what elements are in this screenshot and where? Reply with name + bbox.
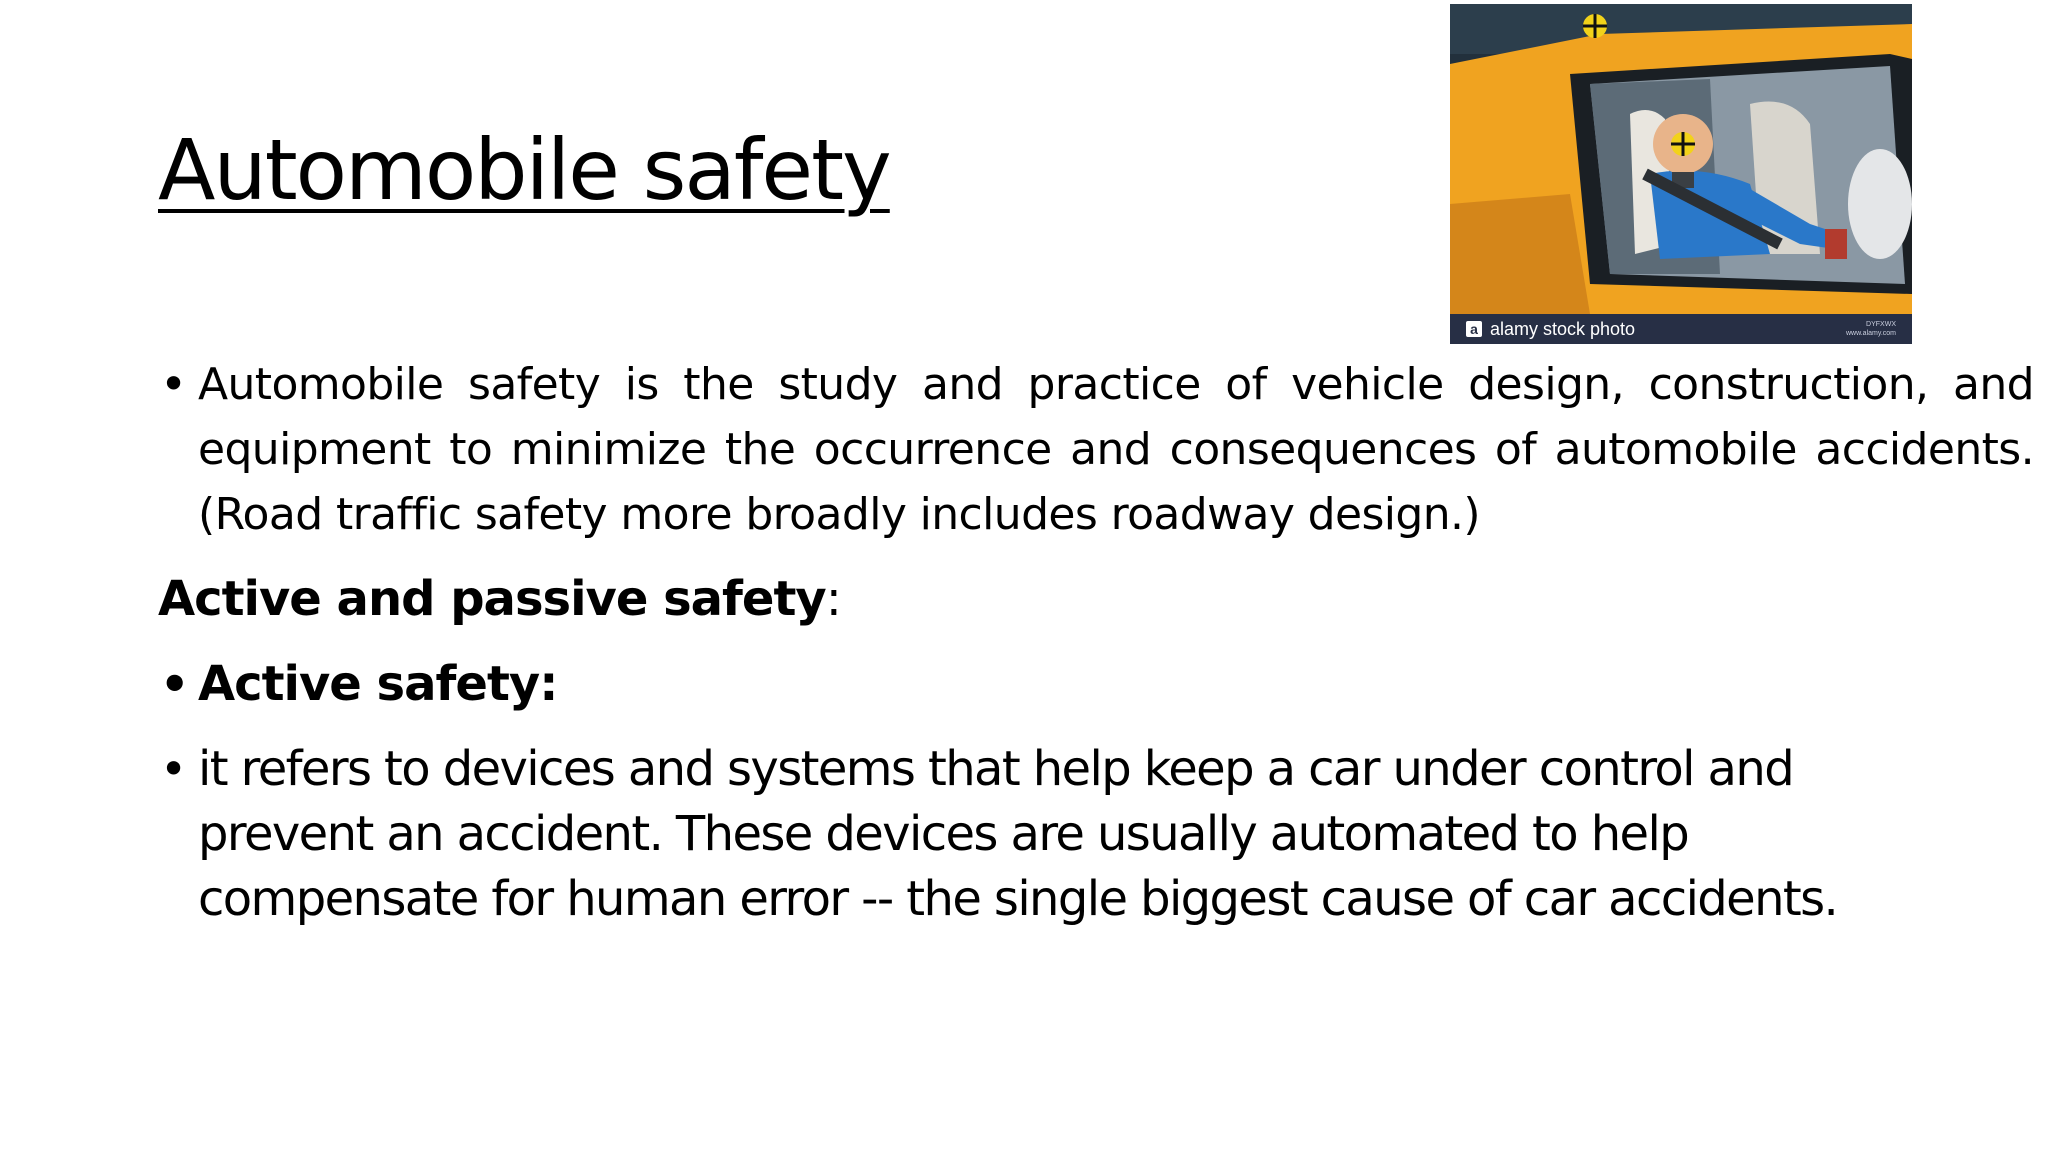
- watermark-url: www.alamy.com: [1845, 330, 1896, 337]
- section-heading: [158, 565, 2034, 633]
- crash-test-photo: [1450, 4, 1912, 344]
- description-line-2: prevent an accident. These devices are usually automated to help: [198, 806, 1689, 862]
- definition-text: Automobile safety is the study and practice of vehicle design, construction, and equipment to minimize the occurrence and consequences of automobile accidents. (Road traffic safety more broadly includes roadway design.): [198, 359, 2034, 540]
- watermark-text: alamy stock photo: [1490, 318, 1636, 339]
- bullet-icon: •: [160, 657, 189, 711]
- active-safety-label: Active safety:: [198, 656, 558, 712]
- alamy-logo: a: [1466, 321, 1482, 337]
- bullet-active-safety: [158, 651, 2034, 717]
- slide-title: Automobile safety: [158, 121, 890, 219]
- section-heading-colon: :: [825, 571, 841, 627]
- watermark-bar: [1450, 314, 1912, 344]
- description-line-3: compensate for human error -- the single biggest cause of car accidents.: [198, 871, 1838, 927]
- watermark-image-id: DYFXWX: [1866, 321, 1896, 328]
- bullet-icon: •: [160, 357, 187, 411]
- crash-test-dummy-illustration: [1450, 4, 1912, 344]
- bullet-icon: •: [160, 742, 186, 796]
- slide-body: [158, 352, 2034, 932]
- section-heading-text: Active and passive safety: [158, 571, 826, 627]
- bullet-definition: [158, 352, 2034, 547]
- bullet-active-description: [158, 737, 2034, 932]
- description-line-1: it refers to devices and systems that help keep a car under control and: [198, 741, 1794, 797]
- watermark-small-text: [1846, 320, 1896, 338]
